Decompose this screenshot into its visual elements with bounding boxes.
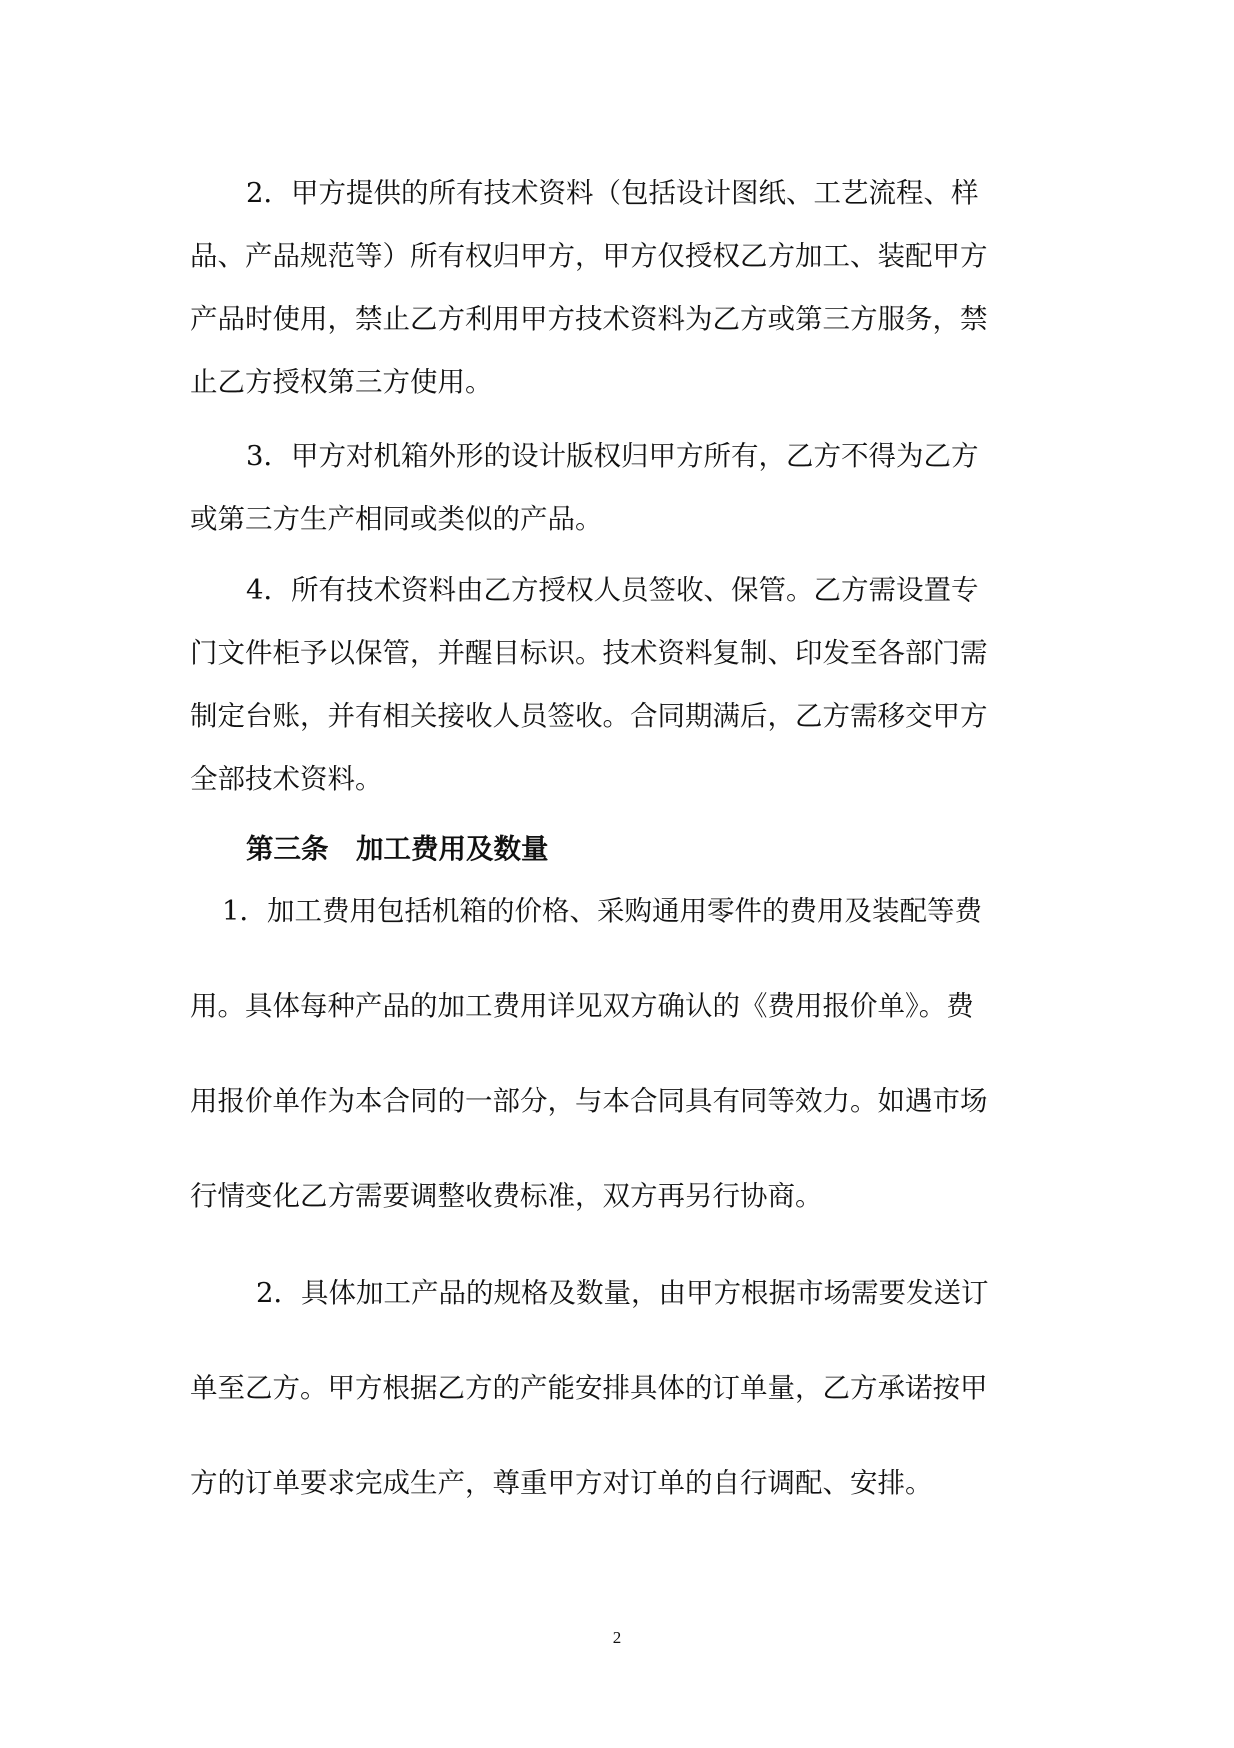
paragraph-line: 方的订单要求完成生产，尊重甲方对订单的自行调配、安排。 [190, 1467, 933, 1499]
paragraph-line: 或第三方生产相同或类似的产品。 [190, 503, 603, 535]
paragraph-line: 产品时使用，禁止乙方利用甲方技术资料为乙方或第三方服务，禁 [190, 303, 988, 335]
paragraph-line: 门文件柜予以保管，并醒目标识。技术资料复制、印发至各部门需 [190, 637, 988, 669]
paragraph-line: 2．甲方提供的所有技术资料（包括设计图纸、工艺流程、样 [246, 177, 979, 209]
paragraph-line: 2．具体加工产品的规格及数量，由甲方根据市场需要发送订 [256, 1277, 989, 1309]
paragraph-line: 1．加工费用包括机箱的价格、采购通用零件的费用及装配等费 [222, 895, 982, 927]
paragraph-line: 行情变化乙方需要调整收费标准，双方再另行协商。 [190, 1180, 823, 1212]
paragraph-line: 4．所有技术资料由乙方授权人员签收、保管。乙方需设置专 [246, 574, 979, 606]
paragraph-line: 全部技术资料。 [190, 763, 383, 795]
page-number: 2 [612, 1628, 622, 1647]
paragraph-line: 制定台账，并有相关接收人员签收。合同期满后，乙方需移交甲方 [190, 700, 988, 732]
paragraph-line: 用报价单作为本合同的一部分，与本合同具有同等效力。如遇市场 [190, 1085, 988, 1117]
paragraph-line: 用。具体每种产品的加工费用详见双方确认的《费用报价单》。费 [190, 990, 974, 1022]
paragraph-line: 止乙方授权第三方使用。 [190, 366, 493, 398]
section-heading: 第三条 加工费用及数量 [246, 833, 549, 865]
paragraph-line: 品、产品规范等）所有权归甲方，甲方仅授权乙方加工、装配甲方 [190, 240, 988, 272]
paragraph-line: 3．甲方对机箱外形的设计版权归甲方所有，乙方不得为乙方 [246, 440, 979, 472]
paragraph-line: 单至乙方。甲方根据乙方的产能安排具体的订单量，乙方承诺按甲 [190, 1372, 988, 1404]
